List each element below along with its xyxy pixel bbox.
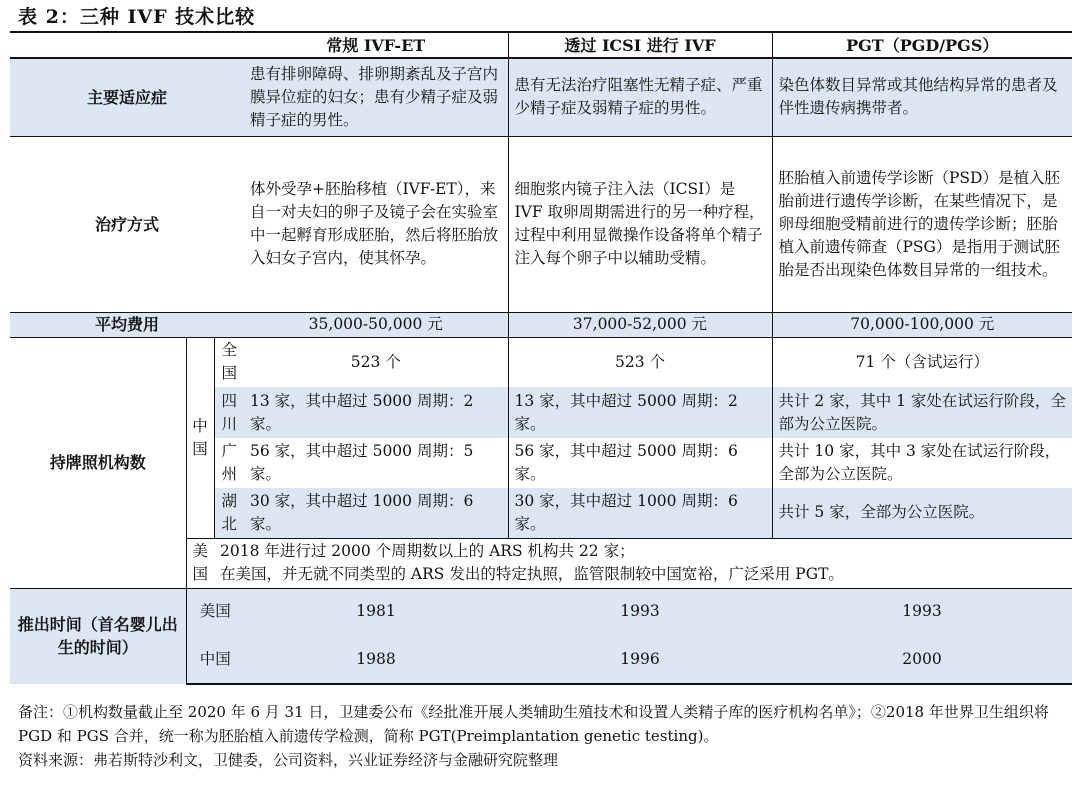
note-source: 资料来源：弗若斯特沙利文，卫健委，公司资料，兴业证券经济与金融研究院整理	[18, 751, 559, 769]
institutions-label: 持牌照机构数	[10, 337, 186, 588]
note-remarks: 备注：①机构数量截止至 2020 年 6 月 31 日，卫建委公布《经批准开展人类辅助生殖技术和设置人类精子库的医疗机构名单》；②2018 年世界卫生组织将 PGD 和 PGS 合并，统一称为胚胎植入前遗传学检测，简称 PGT(Preimplantation genetic testing)。	[18, 703, 1049, 745]
guangzhou-icsi: 56 家，其中超过 5000 周期：6 家。	[508, 438, 772, 488]
cost-ivf-et: 35,000-50,000 元	[244, 312, 508, 337]
usa-info-line2: 在美国，并无就不同类型的 ARS 发出的特定执照，监管限制较中国宽裕，广泛采用 PGT。	[220, 565, 844, 583]
launch-usa-row	[10, 588, 1072, 635]
header-pgt: PGT（PGD/PGS）	[772, 32, 1072, 58]
sichuan-icsi: 13 家，其中超过 5000 周期：2 家。	[508, 387, 772, 438]
national-icsi: 523 个	[508, 337, 772, 387]
header-row	[10, 32, 1072, 58]
method-label: 治疗方式	[10, 136, 244, 312]
cost-pgt: 70,000-100,000 元	[772, 312, 1072, 337]
header-icsi: 透过 ICSI 进行 IVF	[508, 32, 772, 58]
notes	[18, 700, 1063, 772]
method-ivf-et: 体外受孕+胚胎移植（IVF-ET），来自一对夫妇的卵子及镜子会在实验室中一起孵育形成胚胎，然后将胚胎放入妇女子宫内，使其怀孕。	[244, 136, 508, 312]
launch-china-label: 中国	[186, 635, 244, 684]
guangzhou-pgt: 共计 10 家，其中 3 家处在试运行阶段，全部为公立医院。	[772, 438, 1072, 488]
launch-china-ivf-et: 1988	[244, 635, 508, 684]
launch-china-pgt: 2000	[772, 635, 1072, 684]
header-empty	[10, 32, 244, 58]
hubei-pgt: 共计 5 家，全部为公立医院。	[772, 488, 1072, 538]
guangzhou-ivf-et: 56 家，其中超过 5000 周期：5 家。	[250, 442, 474, 483]
sichuan-label: 四川	[214, 387, 244, 438]
indication-icsi: 患有无法治疗阻塞性无精子症、严重少精子症及弱精子症的男性。	[508, 58, 772, 136]
national-label: 全国	[214, 337, 244, 387]
sichuan-ivf-et: 13 家，其中超过 5000 周期：2 家。	[244, 387, 508, 438]
indication-label: 主要适应症	[10, 58, 244, 136]
table-title: 表 2：三种 IVF 技术比较	[18, 6, 256, 28]
hubei-ivf-et: 30 家，其中超过 1000 周期：6 家。	[244, 488, 508, 538]
header-ivf-et: 常规 IVF-ET	[244, 32, 508, 58]
cost-row	[10, 312, 1072, 337]
ivf-comparison-table	[10, 31, 1072, 685]
cost-icsi: 37,000-52,000 元	[508, 312, 772, 337]
hubei-icsi: 30 家，其中超过 1000 周期：6 家。	[508, 488, 772, 538]
launch-usa-icsi: 1993	[508, 588, 772, 635]
launch-china-icsi: 1996	[508, 635, 772, 684]
hubei-label: 湖北	[214, 488, 244, 538]
usa-info-line1: 2018 年进行过 2000 个周期数以上的 ARS 机构共 22 家；	[220, 542, 635, 560]
guangzhou-label: 广州	[214, 438, 244, 488]
national-pgt: 71 个（含试运行）	[772, 337, 1072, 387]
method-pgt: 胚胎植入前遗传学诊断（PSD）是植入胚胎前进行遗传学诊断，在某些情况下，是卵母细胞受精前进行的遗传学诊断；胚胎植入前遗传筛查（PSG）是指用于测试胚胎是否出现染色体数目异常的一组技术。	[772, 136, 1072, 312]
national-row	[10, 337, 1072, 387]
indication-ivf-et: 患有排卵障碍、排卵期紊乱及子宫内膜异位症的妇女；患有少精子症及弱精子症的男性。	[244, 58, 508, 136]
usa-label: 美国	[186, 538, 214, 588]
launch-label: 推出时间（首名婴儿出生的时间）	[10, 588, 186, 684]
china-label: 中国	[186, 337, 214, 538]
indication-pgt: 染色体数目异常或其他结构异常的患者及伴性遗传病携带者。	[772, 58, 1072, 136]
launch-usa-label: 美国	[186, 588, 244, 635]
launch-usa-pgt: 1993	[772, 588, 1072, 635]
cost-label: 平均费用	[10, 312, 244, 337]
usa-info	[214, 538, 1072, 588]
indication-row	[10, 58, 1072, 136]
launch-usa-ivf-et: 1981	[244, 588, 508, 635]
method-row	[10, 136, 1072, 312]
sichuan-pgt: 共计 2 家，其中 1 家处在试运行阶段，全部为公立医院。	[772, 387, 1072, 438]
national-ivf-et: 523 个	[244, 337, 508, 387]
method-icsi: 细胞浆内镜子注入法（ICSI）是 IVF 取卵周期需进行的另一种疗程，过程中利用显微操作设备将单个精子注入每个卵子中以辅助受精。	[508, 136, 772, 312]
